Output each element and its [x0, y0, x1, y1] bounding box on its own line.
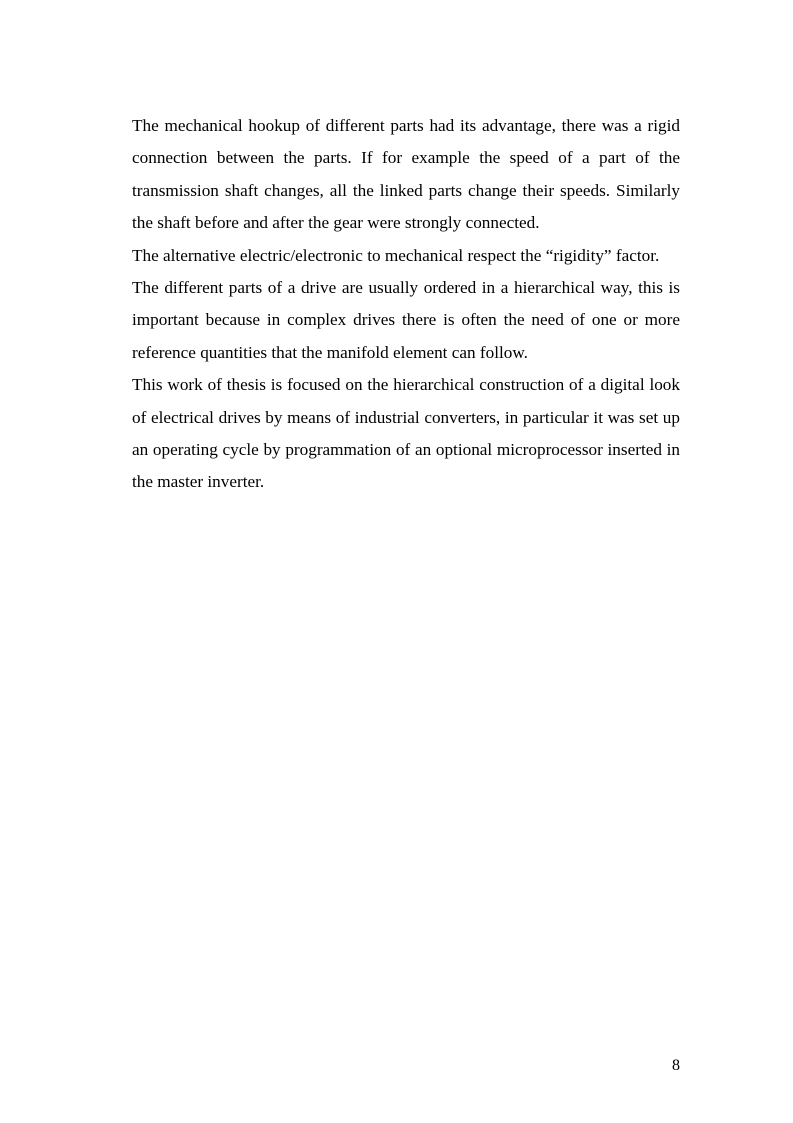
page-number: 8 [672, 1057, 680, 1074]
paragraph-2: The alternative electric/electronic to mechanical respect the “rigidity” factor. [132, 245, 660, 265]
body-text [132, 110, 680, 499]
paragraph-3: The different parts of a drive are usually ordered in a hierarchical way, this is important because in complex drives there is often the need of one or more reference quantities that the manifold element can follow. [132, 278, 680, 362]
paragraph-4: This work of thesis is focused on the hierarchical construction of a digital look of electrical drives by means of industrial converters, in particular it was set up an operating cycle by programmation of an optional microprocessor inserted in the master inverter. [132, 375, 680, 492]
paragraph-1: The mechanical hookup of different parts had its advantage, there was a rigid connection between the parts. If for example the speed of a part of the transmission shaft changes, all the linked parts change their speeds. Similarly the shaft before and after the gear were strongly connected. [132, 116, 680, 233]
